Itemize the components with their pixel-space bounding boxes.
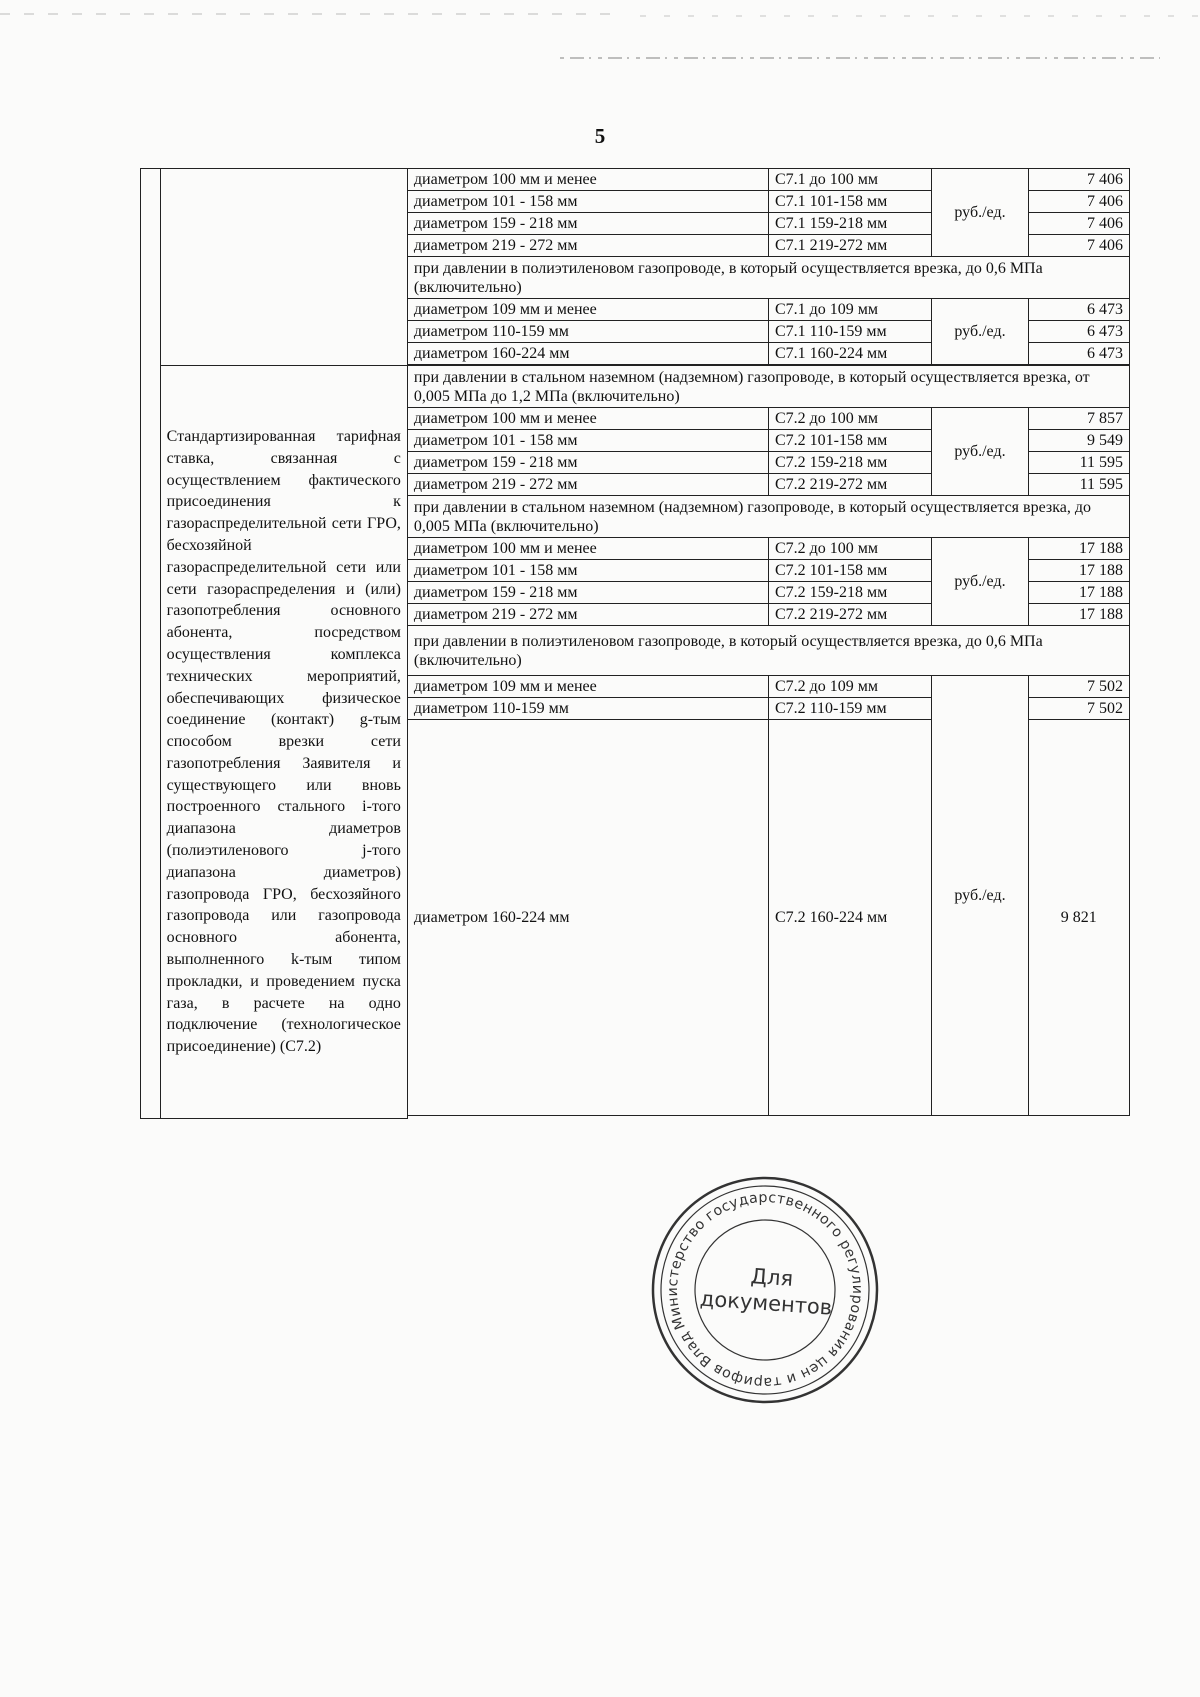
diameter-cell: диаметром 110-159 мм [407, 698, 768, 720]
diameter-cell: диаметром 219 - 272 мм [407, 604, 768, 626]
value-cell: 17 188 [1028, 538, 1129, 560]
value-cell: 17 188 [1028, 582, 1129, 604]
diameter-cell: диаметром 109 мм и менее [407, 676, 768, 698]
diameter-cell: диаметром 100 мм и менее [407, 538, 768, 560]
diameter-cell: диаметром 160-224 мм [407, 343, 768, 365]
value-cell: 7 406 [1028, 213, 1129, 235]
code-cell: С7.1 до 100 мм [768, 169, 931, 191]
value-cell: 17 188 [1028, 604, 1129, 626]
diameter-cell: диаметром 219 - 272 мм [407, 474, 768, 496]
code-cell: С7.1 160-224 мм [768, 343, 931, 365]
diameter-cell: диаметром 219 - 272 мм [407, 235, 768, 257]
diameter-cell: диаметром 160-224 мм [407, 720, 768, 1116]
code-cell: С7.2 до 100 мм [768, 538, 931, 560]
value-cell: 7 502 [1028, 698, 1129, 720]
code-cell: С7.2 101-158 мм [768, 430, 931, 452]
value-cell: 17 188 [1028, 560, 1129, 582]
diameter-cell: диаметром 101 - 158 мм [407, 560, 768, 582]
value-cell: 6 473 [1028, 299, 1129, 321]
value-cell: 7 857 [1028, 408, 1129, 430]
unit-cell: руб./ед. [932, 408, 1028, 496]
value-cell: 11 595 [1028, 474, 1129, 496]
diameter-cell: диаметром 159 - 218 мм [407, 213, 768, 235]
code-cell: С7.2 101-158 мм [768, 560, 931, 582]
value-cell: 9 549 [1028, 430, 1129, 452]
code-cell: С7.1 159-218 мм [768, 213, 931, 235]
value-cell: 7 502 [1028, 676, 1129, 698]
diameter-cell: диаметром 101 - 158 мм [407, 430, 768, 452]
diameter-cell: диаметром 100 мм и менее [407, 408, 768, 430]
pressure-condition-cell: при давлении в стальном наземном (надземном) газопроводе, в который осуществляется врезка, от 0,005 МПа до 1,2 МПа (включительно) [407, 366, 1129, 408]
value-cell: 6 473 [1028, 343, 1129, 365]
code-cell: С7.2 159-218 мм [768, 582, 931, 604]
diameter-cell: диаметром 109 мм и менее [407, 299, 768, 321]
code-cell: С7.2 до 109 мм [768, 676, 931, 698]
value-cell: 7 406 [1028, 169, 1129, 191]
value-cell: 9 821 [1028, 720, 1129, 1116]
code-cell: С7.2 110-159 мм [768, 698, 931, 720]
diameter-cell: диаметром 100 мм и менее [407, 169, 768, 191]
pressure-condition-cell: при давлении в стальном наземном (надземном) газопроводе, в который осуществляется врезка, до 0,005 МПа (включительно) [407, 496, 1129, 538]
left-margin-column [141, 169, 161, 1119]
code-cell: С7.2 219-272 мм [768, 474, 931, 496]
code-cell: С7.2 219-272 мм [768, 604, 931, 626]
code-cell: С7.2 159-218 мм [768, 452, 931, 474]
tariff-description-cell: Стандартизированная тарифная ставка, связанная с осуществлением фактического присоединения к газораспределительной сети ГРО, бесхозяйной газораспределительной сети или сети газораспределения и (или) газопотребления основного абонента, посредством осуществления комплекса технических мероприятий, обеспечивающих физическое соединение (контакт) g-тым способом врезки сети газопотребления Заявителя и существующего или вновь построенного стального i-того диапазона диаметров (полиэтиленового j-того диапазона диаметров) газопровода ГРО, бесхозяйного газопровода или газопровода основного абонента, выполненного k-тым типом прокладки, и проведением пуска газа, в расчете на одно подключение (технологическое присоединение) (С7.2) [160, 366, 407, 1119]
stamp-center-line1: Для [749, 1263, 794, 1291]
tariff-table [140, 168, 1130, 1119]
code-cell: С7.2 160-224 мм [768, 720, 931, 1116]
stamp-ring-text: Министерство государственного регулирования цен и тарифов Владимирской [664, 1189, 866, 1391]
official-stamp [645, 1170, 885, 1410]
scan-artifact-top [0, 0, 1200, 120]
unit-cell: руб./ед. [932, 169, 1028, 257]
pressure-condition-cell: при давлении в полиэтиленовом газопроводе, в который осуществляется врезка, до 0,6 МПа (включительно) [407, 257, 1129, 299]
diameter-cell: диаметром 110-159 мм [407, 321, 768, 343]
diameter-cell: диаметром 159 - 218 мм [407, 582, 768, 604]
unit-cell: руб./ед. [932, 676, 1028, 1116]
code-cell: С7.2 до 100 мм [768, 408, 931, 430]
code-cell: С7.1 до 109 мм [768, 299, 931, 321]
value-cell: 7 406 [1028, 191, 1129, 213]
diameter-cell: диаметром 101 - 158 мм [407, 191, 768, 213]
table-row [141, 169, 1130, 191]
code-cell: С7.1 110-159 мм [768, 321, 931, 343]
stamp-center-line2: документов [699, 1286, 833, 1320]
diameter-cell: диаметром 159 - 218 мм [407, 452, 768, 474]
code-cell: С7.1 101-158 мм [768, 191, 931, 213]
table-row [141, 366, 1130, 408]
unit-cell: руб./ед. [932, 538, 1028, 626]
value-cell: 6 473 [1028, 321, 1129, 343]
code-cell: С7.1 219-272 мм [768, 235, 931, 257]
value-cell: 7 406 [1028, 235, 1129, 257]
page-number: 5 [594, 124, 606, 148]
value-cell: 11 595 [1028, 452, 1129, 474]
pressure-condition-cell: при давлении в полиэтиленовом газопроводе, в который осуществляется врезка, до 0,6 МПа (включительно) [407, 626, 1129, 676]
svg-text:Министерство государственного [645, 1170, 885, 1410]
unit-cell: руб./ед. [932, 299, 1028, 365]
section1-description-cell [160, 169, 407, 366]
